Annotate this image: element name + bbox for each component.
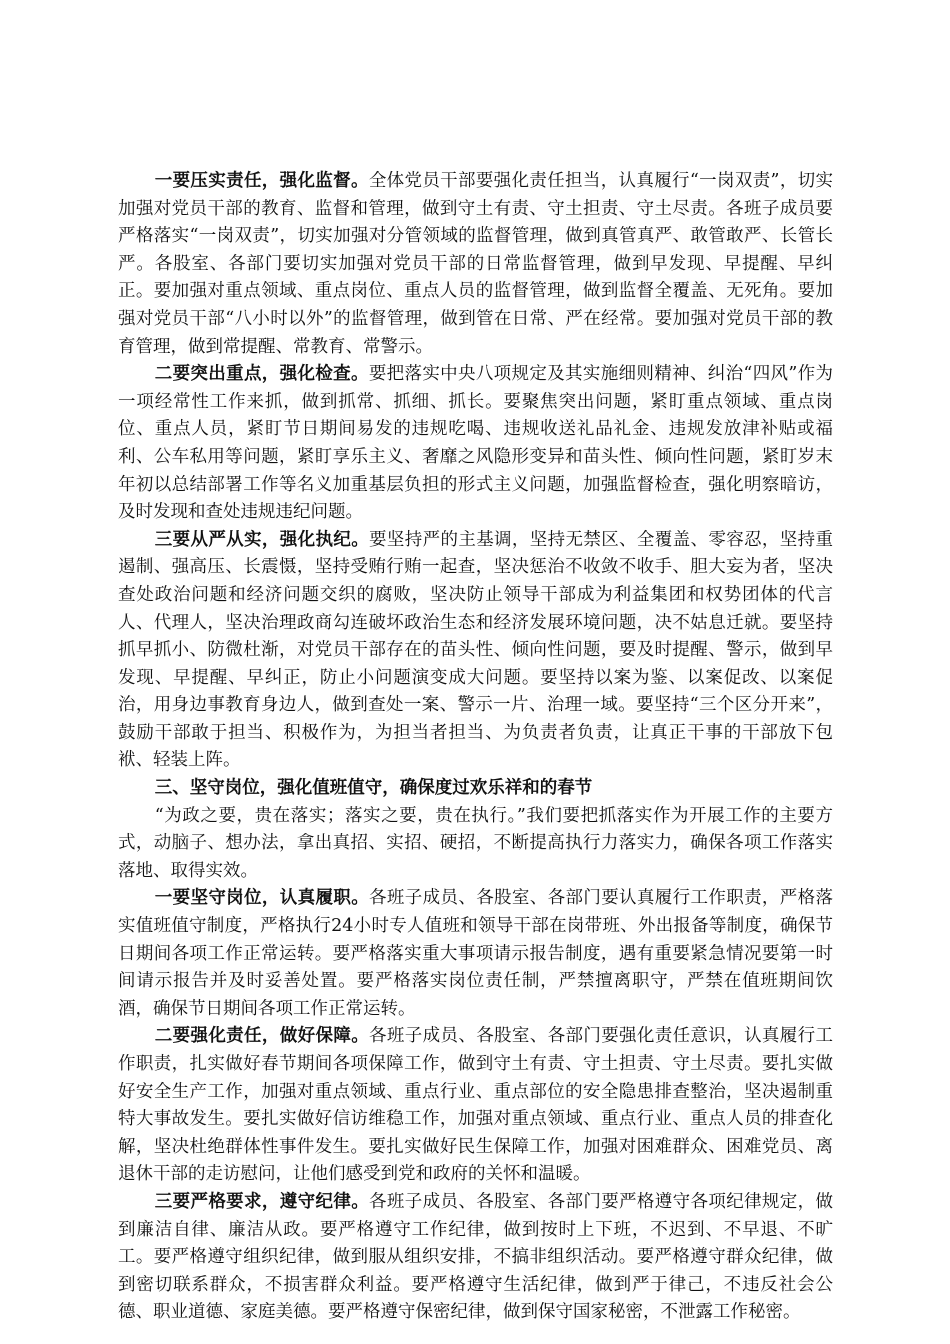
section-heading: 三、坚守岗位，强化值班值守，确保度过欢乐祥和的春节 <box>154 778 593 799</box>
paragraph-lead: 一要压实责任，强化监督。 <box>154 171 369 191</box>
paragraph-text: 各班子成员、各股室、各部门要强化责任意识，认真履行工作职责，扎实做好春节期间各项保障工作，做到守土有责、守土担责、守土尽责。要扎实做好安全生产工作，加强对重点领域、重点行业、重点部位的安全隐患排查整治，坚决遏制重特大事故发生。要扎实做好信访维稳工作，加强对重点领域、重点行业、重点人员的排查化解，坚决杜绝群体性事件发生。要扎实做好民生保障工作，加强对困难群众、困难党员、离退休干部的走访慰问，让他们感受到党和政府的关怀和温暖。 <box>118 1026 833 1185</box>
paragraph-text: 要把落实中央八项规定及其实施细则精神、纠治“四风”作为一项经常性工作来抓，做到抓常、抓细、抓长。要聚焦突出问题，紧盯重点领域、重点岗位、重点人员，紧盯节日期间易发的违规吃喝、违规收送礼品礼金、违规发放津补贴或福利、公车私用等问题，紧盯享乐主义、奢靡之风隐形变异和苗头性、倾向性问题，紧盯岁末年初以总结部署工作等名义加重基层负担的形式主义问题，加强监督检查，强化明察暗访，及时发现和查处违规违纪问题。 <box>118 364 833 523</box>
paragraph-text: 全体党员干部要强化责任担当，认真履行“一岗双责”，切实加强对党员干部的教育、监督和管理，做到守土有责、守土担责、守土尽责。各班子成员要严格落实“一岗双责”，切实加强对分管领域的监督管理，做到真管真严、敢管敢严、长管长严。各股室、各部门要切实加强对党员干部的日常监督管理，做到早发现、早提醒、早纠正。要加强对重点领域、重点岗位、重点人员的监督管理，做到监督全覆盖、无死角。要加强对党员干部“八小时以外”的监督管理，做到管在日常、严在经常。要加强对党员干部的教育管理，做到常提醒、常教育、常警示。 <box>118 171 833 357</box>
paragraph-discipline-rules <box>118 1189 833 1327</box>
paragraph-on-duty <box>118 885 833 1023</box>
paragraph-lead: 二要强化责任，做好保障。 <box>154 1026 370 1047</box>
section-intro: “为政之要，贵在落实；落实之要，贵在执行。”我们要把抓落实作为开展工作的主要方式，动脑子、想办法，拿出真招、实招、硬招，不断提高执行力落实力，确保各项工作落实落地、取得实效。 <box>118 805 833 881</box>
paragraph-lead: 一要坚守岗位，认真履职。 <box>154 888 370 909</box>
paragraph-lead: 三要严格要求，遵守纪律。 <box>154 1191 370 1212</box>
paragraph-discipline-enforcement <box>118 527 833 775</box>
document-body <box>118 168 833 1327</box>
paragraph-lead: 二要突出重点，强化检查。 <box>154 364 369 385</box>
paragraph-responsibility <box>118 1023 833 1189</box>
paragraph-text: 各班子成员、各股室、各部门要认真履行工作职责，严格落实值班值守制度，严格执行24小时专人值班和领导干部在岗带班、外出报备等制度，确保节日期间各项工作正常运转。要严格落实重大事项请示报告制度，遇有重要紧急情况要第一时间请示报告并及时妥善处置。要严格落实岗位责任制，严禁擅离职守，严禁在值班期间饮酒，确保节日期间各项工作正常运转。 <box>118 888 833 1019</box>
paragraph-lead: 三要从严从实，强化执纪。 <box>154 529 370 550</box>
paragraph-inspection <box>118 361 833 527</box>
paragraph-text: 要坚持严的主基调，坚持无禁区、全覆盖、零容忍，坚持重遏制、强高压、长震慑，坚持受贿行贿一起查，坚决惩治不收敛不收手、胆大妄为者，坚决查处政治问题和经济问题交织的腐败，坚决防止领导干部成为利益集团和权势团体的代言人、代理人，坚决治理政商勾连破坏政治生态和经济发展环境问题，决不姑息迁就。要坚持抓早抓小、防微杜渐，对党员干部存在的苗头性、倾向性问题，要及时提醒、警示，做到早发现、早提醒、早纠正，防止小问题演变成大问题。要坚持以案为鉴、以案促改、以案促治，用身边事教育身边人，做到查处一案、警示一片、治理一域。要坚持“三个区分开来”，鼓励干部敢于担当、积极作为，为担当者担当、为负责者负责，让真正干事的干部放下包袱、轻装上阵。 <box>118 529 833 771</box>
paragraph-text: 各班子成员、各股室、各部门要严格遵守各项纪律规定，做到廉洁自律、廉洁从政。要严格遵守工作纪律，做到按时上下班，不迟到、不早退、不旷工。要严格遵守组织纪律，做到服从组织安排，不搞非组织活动。要严格遵守群众纪律，做到密切联系群众，不损害群众利益。要严格遵守生活纪律，做到严于律己，不违反社会公德、职业道德、家庭美德。要严格遵守保密纪律，做到保守国家秘密，不泄露工作秘密。 <box>118 1191 833 1323</box>
paragraph-supervision <box>118 168 833 361</box>
